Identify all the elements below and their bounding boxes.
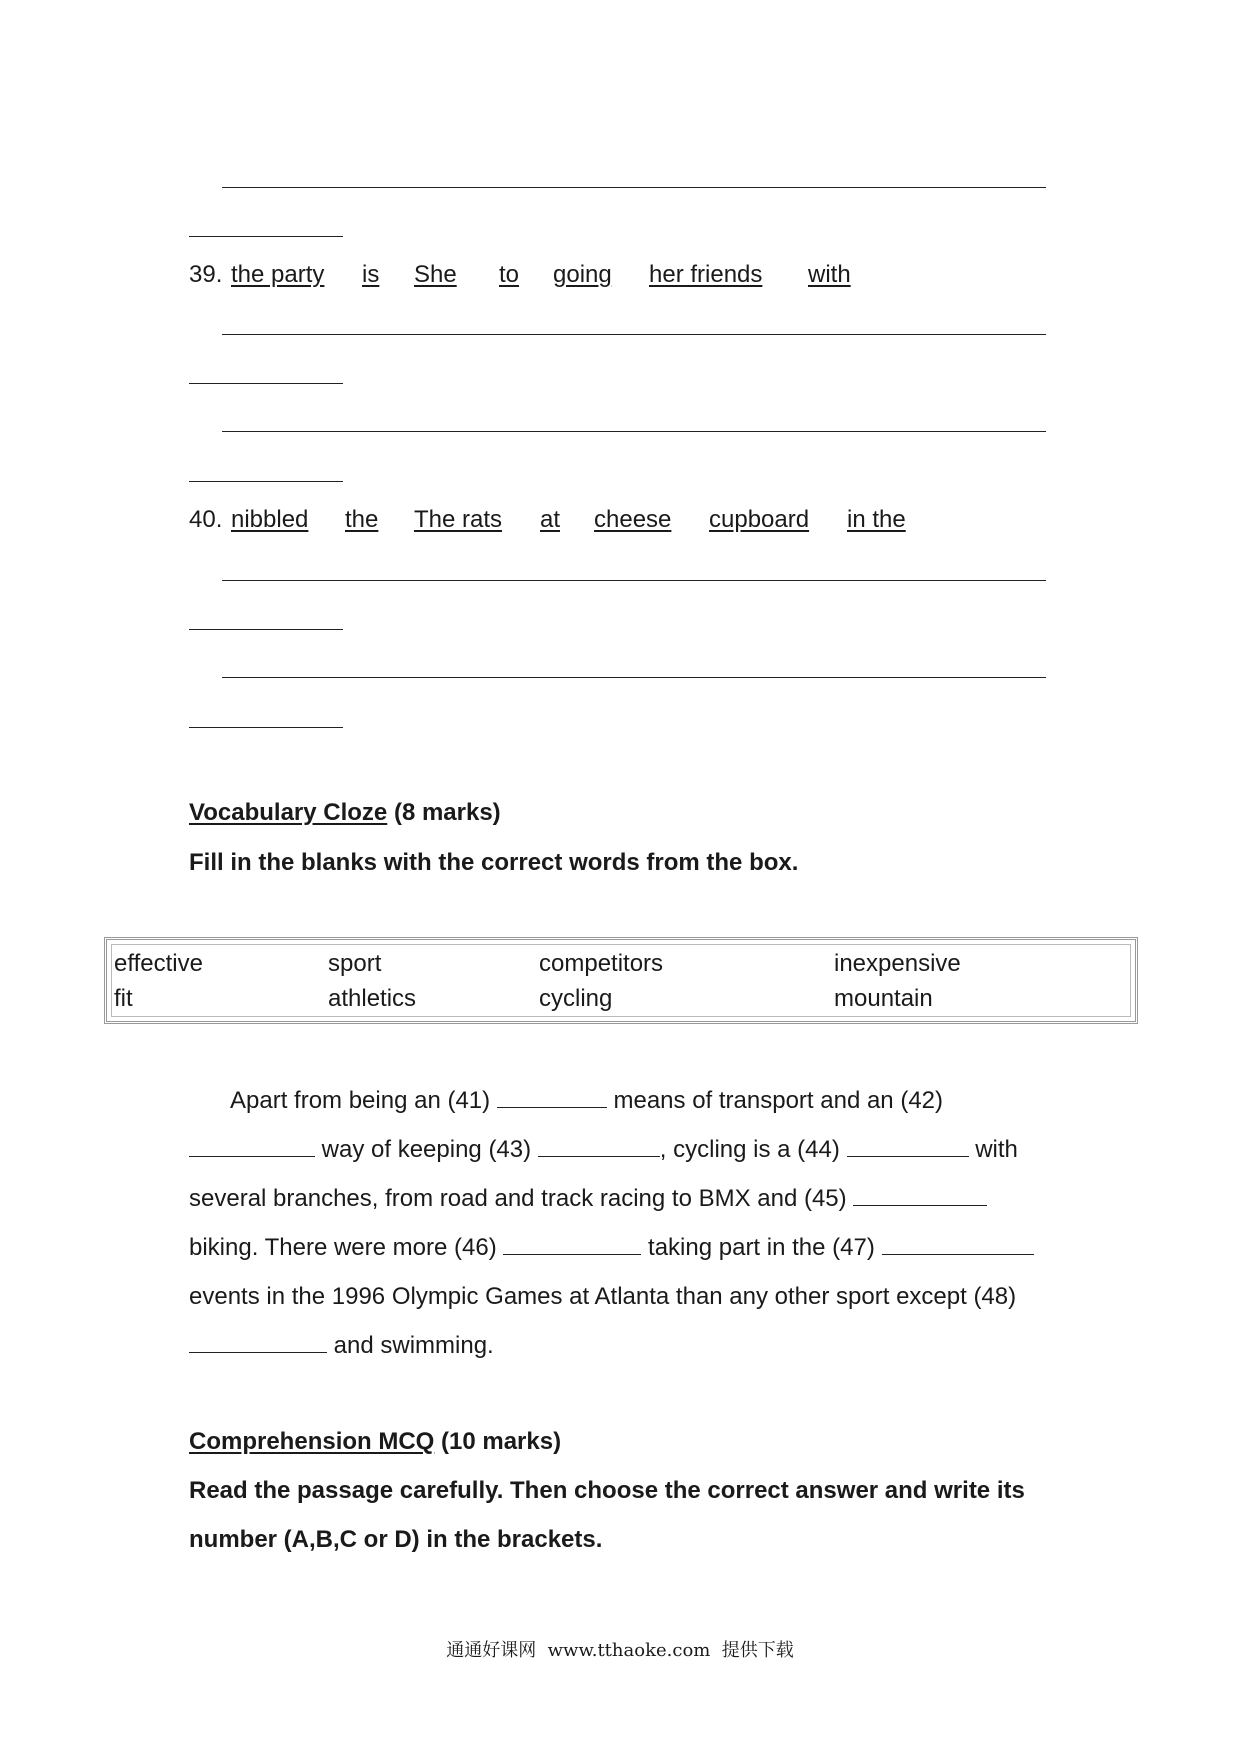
answer-line[interactable] xyxy=(222,431,1046,432)
passage-text: biking. There were more (46) xyxy=(189,1234,497,1261)
word-box-item: effective xyxy=(114,950,203,977)
answer-line[interactable] xyxy=(222,187,1046,188)
word-box-item: inexpensive xyxy=(834,950,961,977)
blank-42[interactable] xyxy=(189,1155,315,1157)
passage-text: with xyxy=(975,1136,1018,1163)
passage-text: way of keeping (43) xyxy=(321,1136,532,1163)
vocab-heading xyxy=(189,799,501,827)
passage-text: taking part in the (47) xyxy=(648,1234,875,1261)
comprehension-heading xyxy=(189,1428,561,1456)
q40-word: cupboard xyxy=(709,506,810,533)
passage-line-2 xyxy=(189,1136,1018,1164)
comprehension-title: Comprehension MCQ xyxy=(189,1428,435,1455)
vocab-title: Vocabulary Cloze xyxy=(189,799,388,826)
passage-text: means of transport and an (42) xyxy=(613,1087,944,1114)
word-box-item: sport xyxy=(328,950,382,977)
word-box-item: cycling xyxy=(539,985,613,1012)
blank-46[interactable] xyxy=(503,1253,641,1255)
answer-line[interactable] xyxy=(222,334,1046,335)
word-box-item: athletics xyxy=(328,985,417,1012)
answer-line[interactable] xyxy=(222,580,1046,581)
answer-line[interactable] xyxy=(222,677,1046,678)
answer-line[interactable] xyxy=(189,383,343,384)
comprehension-instruction-2: number (A,B,C or D) in the brackets. xyxy=(189,1526,603,1553)
q40-word: at xyxy=(540,506,561,533)
q39-word: with xyxy=(808,261,851,288)
question-39-number: 39. xyxy=(189,261,223,288)
blank-41[interactable] xyxy=(497,1106,607,1108)
passage-line-6 xyxy=(189,1332,494,1360)
answer-line[interactable] xyxy=(189,629,343,630)
blank-44[interactable] xyxy=(847,1155,969,1157)
comprehension-marks: (10 marks) xyxy=(434,1428,562,1455)
q40-word: The rats xyxy=(414,506,503,533)
vocab-marks: (8 marks) xyxy=(387,799,501,826)
answer-line[interactable] xyxy=(189,481,343,482)
passage-line-5 xyxy=(189,1283,1016,1311)
vocab-instruction: Fill in the blanks with the correct words from the box. xyxy=(189,849,799,876)
blank-47[interactable] xyxy=(882,1253,1034,1255)
passage-text: and swimming. xyxy=(333,1332,494,1359)
q39-word: She xyxy=(414,261,457,288)
q39-word: going xyxy=(553,261,612,288)
passage-text: , cycling is a (44) xyxy=(659,1136,840,1163)
q39-word: to xyxy=(499,261,520,288)
blank-45[interactable] xyxy=(853,1204,987,1206)
passage-line-3 xyxy=(189,1185,987,1213)
comprehension-instruction-1: Read the passage carefully. Then choose the correct answer and write its xyxy=(189,1477,1025,1504)
question-40-number: 40. xyxy=(189,506,223,533)
q40-word: the xyxy=(345,506,379,533)
q39-word: is xyxy=(362,261,380,288)
q40-word: cheese xyxy=(594,506,672,533)
q39-word: her friends xyxy=(649,261,763,288)
answer-line[interactable] xyxy=(189,727,343,728)
word-box-item: competitors xyxy=(539,950,664,977)
blank-43[interactable] xyxy=(538,1155,660,1157)
q40-word: in the xyxy=(847,506,906,533)
page-footer: 通通好课网 www.tthaoke.com 提供下载 xyxy=(446,1640,794,1661)
passage-text: events in the 1996 Olympic Games at Atlanta than any other sport except (48) xyxy=(189,1283,1017,1310)
q40-word: nibbled xyxy=(231,506,309,533)
passage-line-4 xyxy=(189,1234,1034,1262)
q39-word: the party xyxy=(231,261,325,288)
passage-text: several branches, from road and track racing to BMX and (45) xyxy=(189,1185,847,1212)
answer-line[interactable] xyxy=(189,236,343,237)
passage-line-1 xyxy=(230,1087,943,1115)
passage-text: Apart from being an (41) xyxy=(230,1087,491,1114)
word-box-item: fit xyxy=(114,985,133,1012)
blank-48[interactable] xyxy=(189,1351,327,1353)
word-box-item: mountain xyxy=(834,985,933,1012)
